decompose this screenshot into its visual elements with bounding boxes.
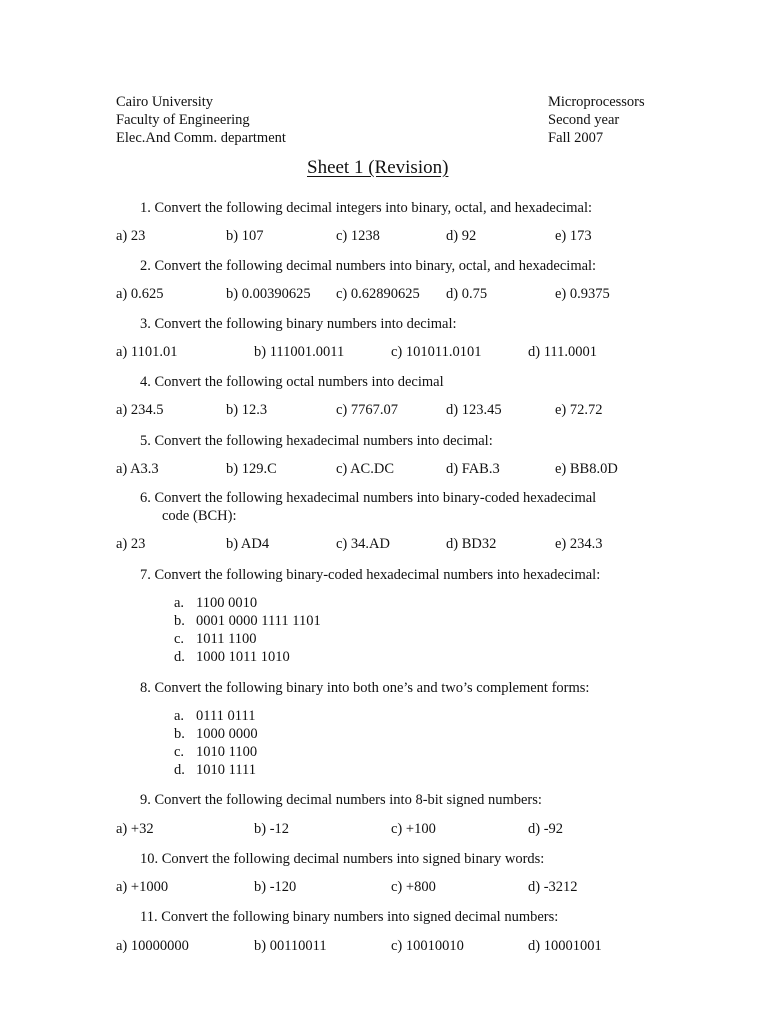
- faculty-name: Faculty of Engineering: [116, 112, 250, 128]
- sub-item: [174, 612, 321, 630]
- answer-item: c) +800: [391, 879, 436, 895]
- answer-item: d) FAB.3: [446, 461, 500, 477]
- question-4: 4. Convert the following octal numbers into decimal: [140, 374, 444, 390]
- sub-item: [174, 707, 255, 725]
- answer-item: b) 107: [226, 228, 264, 244]
- question-1: 1. Convert the following decimal integers into binary, octal, and hexadecimal:: [140, 200, 593, 216]
- answer-item: b) 00110011: [254, 938, 327, 954]
- sub-item-marker: d.: [174, 649, 185, 665]
- answer-item: d) -92: [528, 821, 564, 837]
- answer-item: d) -3212: [528, 879, 578, 895]
- sub-item: [174, 761, 256, 779]
- answer-item: c) 10010010: [391, 938, 464, 954]
- answer-item: b) -120: [254, 879, 297, 895]
- answer-item: e) 173: [555, 228, 592, 244]
- department-name: Elec.And Comm. department: [116, 130, 286, 146]
- answer-item: d) 111.0001: [528, 344, 598, 360]
- question-3: 3. Convert the following binary numbers into decimal:: [140, 316, 457, 332]
- page-title: Sheet 1 (Revision): [307, 157, 449, 178]
- answer-item: a) 1101.01: [116, 344, 178, 360]
- sub-item-value: 1010 1100: [196, 744, 258, 760]
- answer-item: a) 234.5: [116, 402, 164, 418]
- sub-item-marker: b.: [174, 613, 185, 629]
- answer-item: c) 0.62890625: [336, 286, 420, 302]
- question-6: 6. Convert the following hexadecimal numbers into binary-coded hexadecimal: [140, 490, 597, 506]
- sub-item: [174, 725, 258, 743]
- course-name: Microprocessors: [548, 94, 645, 110]
- answer-item: c) 1238: [336, 228, 380, 244]
- answer-item: e) 72.72: [555, 402, 603, 418]
- answer-item: c) 34.AD: [336, 536, 390, 552]
- answer-item: a) 10000000: [116, 938, 189, 954]
- answer-item: b) 111001.0011: [254, 344, 345, 360]
- answer-item: e) 0.9375: [555, 286, 610, 302]
- answer-item: e) 234.3: [555, 536, 603, 552]
- question-9: 9. Convert the following decimal numbers into 8-bit signed numbers:: [140, 792, 542, 808]
- sub-item-value: 1000 1011 1010: [196, 649, 290, 665]
- header-right: [548, 93, 645, 147]
- answer-item: b) 129.C: [226, 461, 277, 477]
- question-10: 10. Convert the following decimal numbers into signed binary words:: [140, 851, 545, 867]
- question-11: 11. Convert the following binary numbers into signed decimal numbers:: [140, 909, 559, 925]
- semester: Fall 2007: [548, 130, 604, 146]
- university-name: Cairo University: [116, 94, 214, 110]
- academic-year: Second year: [548, 112, 620, 128]
- answer-item: b) -12: [254, 821, 290, 837]
- answer-item: a) A3.3: [116, 461, 159, 477]
- sub-item-value: 0111 0111: [196, 708, 256, 724]
- sub-item-marker: c.: [174, 744, 185, 760]
- sub-item: [174, 630, 257, 648]
- answer-item: a) 23: [116, 536, 146, 552]
- question-5: 5. Convert the following hexadecimal numbers into decimal:: [140, 433, 493, 449]
- answer-item: a) +32: [116, 821, 154, 837]
- answer-item: c) 7767.07: [336, 402, 399, 418]
- sub-item: [174, 594, 257, 612]
- answer-item: b) 0.00390625: [226, 286, 311, 302]
- sub-item-marker: d.: [174, 762, 185, 778]
- sub-item-marker: a.: [174, 708, 185, 724]
- answer-item: d) BD32: [446, 536, 497, 552]
- sub-item-value: 1100 0010: [196, 595, 258, 611]
- sub-item-marker: b.: [174, 726, 185, 742]
- answer-item: c) 101011.0101: [391, 344, 482, 360]
- answer-item: b) AD4: [226, 536, 270, 552]
- sub-item-value: 1011 1100: [196, 631, 257, 647]
- sub-item-marker: c.: [174, 631, 185, 647]
- answer-item: a) +1000: [116, 879, 169, 895]
- answer-item: c) AC.DC: [336, 461, 394, 477]
- answer-item: d) 123.45: [446, 402, 502, 418]
- sub-item: [174, 648, 290, 666]
- question-7: 7. Convert the following binary-coded hexadecimal numbers into hexadecimal:: [140, 567, 601, 583]
- sub-item: [174, 743, 257, 761]
- question-6-continued: code (BCH):: [162, 508, 237, 524]
- answer-item: e) BB8.0D: [555, 461, 618, 477]
- answer-item: a) 23: [116, 228, 146, 244]
- question-8: 8. Convert the following binary into both one’s and two’s complement forms:: [140, 680, 590, 696]
- answer-item: c) +100: [391, 821, 436, 837]
- sub-item-value: 1010 1111: [196, 762, 257, 778]
- sub-item-value: 1000 0000: [196, 726, 258, 742]
- answer-item: b) 12.3: [226, 402, 268, 418]
- answer-item: a) 0.625: [116, 286, 164, 302]
- header-left: [116, 93, 286, 147]
- sub-item-marker: a.: [174, 595, 185, 611]
- answer-item: d) 10001001: [528, 938, 602, 954]
- question-2: 2. Convert the following decimal numbers into binary, octal, and hexadecimal:: [140, 258, 597, 274]
- answer-item: d) 92: [446, 228, 477, 244]
- answer-item: d) 0.75: [446, 286, 488, 302]
- sub-item-value: 0001 0000 1111 1101: [196, 613, 321, 629]
